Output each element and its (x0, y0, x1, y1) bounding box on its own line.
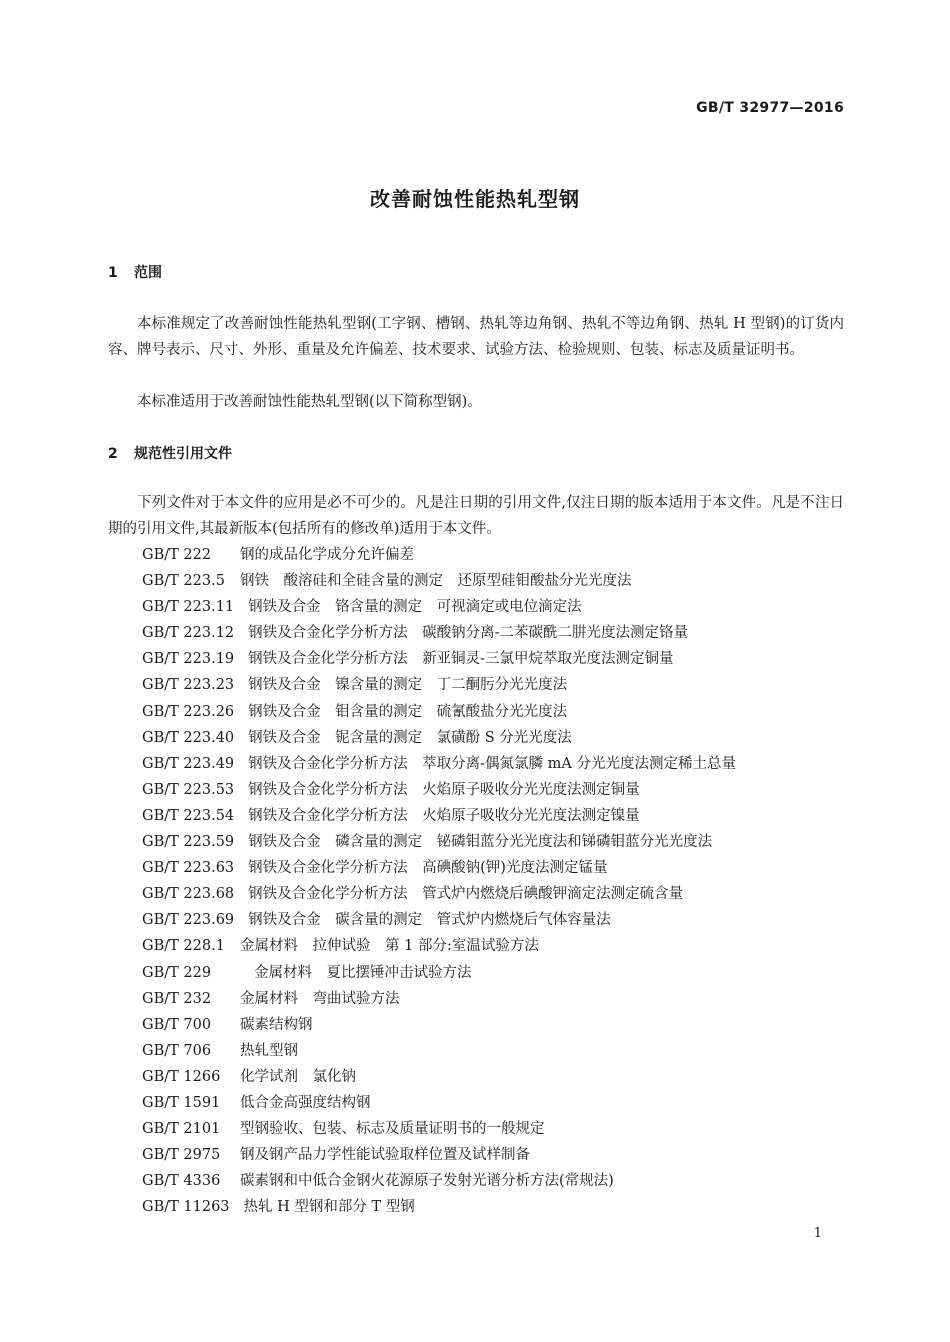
reference-title: 碳素结构钢 (240, 1016, 313, 1033)
reference-title: 钢铁及合金化学分析方法 管式炉内燃烧后碘酸钾滴定法测定硫含量 (248, 886, 684, 903)
section-1-paragraph-1: 本标准规定了改善耐蚀性能热轧型钢(工字钢、槽钢、热轧等边角钢、热轧不等边角钢、热轧 H 型钢)的订货内容、牌号表示、尺寸、外形、重量及允许偏差、技术要求、试验方法、检验规则、包装、标志及质量证明书。 (108, 316, 844, 358)
reference-code: GB/T 223.54 (142, 807, 235, 824)
reference-code: GB/T 223.68 (142, 886, 235, 903)
reference-title: 钢铁及合金 铌含量的测定 氯磺酚 S 分光光度法 (248, 729, 572, 746)
reference-code: GB/T 223.23 (142, 677, 235, 694)
reference-item (142, 907, 736, 933)
reference-title: 热轧型钢 (240, 1042, 298, 1059)
section-2-title: 规范性引用文件 (134, 446, 232, 462)
reference-item (142, 1090, 736, 1116)
reference-list (142, 542, 736, 1220)
reference-item (142, 933, 736, 959)
reference-title: 型钢验收、包装、标志及质量证明书的一般规定 (240, 1121, 545, 1138)
section-2-intro: 下列文件对于本文件的应用是必不可少的。凡是注日期的引用文件,仅注日期的版本适用于本文件。凡是不注日期的引用文件,其最新版本(包括所有的修改单)适用于本文件。 (108, 495, 844, 537)
reference-code: GB/T 223.40 (142, 729, 235, 746)
reference-code: GB/T 223.12 (142, 625, 235, 642)
reference-code: GB/T 223.53 (142, 781, 235, 798)
section-1-paragraph-2: 本标准适用于改善耐蚀性能热轧型钢(以下简称型钢)。 (137, 394, 482, 410)
reference-title: 钢铁及合金 铬含量的测定 可视滴定或电位滴定法 (248, 599, 582, 616)
reference-title: 热轧 H 型钢和部分 T 型钢 (243, 1199, 415, 1216)
reference-title: 钢铁及合金 碳含量的测定 管式炉内燃烧后气体容量法 (248, 912, 611, 929)
reference-item (142, 960, 736, 986)
reference-title: 化学试剂 氯化钠 (240, 1068, 356, 1085)
reference-item (142, 1038, 736, 1064)
reference-code: GB/T 223.59 (142, 834, 235, 851)
section-1-number: 1 (108, 265, 118, 281)
reference-title: 钢铁及合金 钼含量的测定 硫氰酸盐分光光度法 (248, 703, 568, 720)
reference-code: GB/T 223.11 (142, 599, 235, 616)
reference-item (142, 881, 736, 907)
section-1-title: 范围 (134, 265, 162, 281)
reference-code: GB/T 222 (142, 547, 212, 563)
reference-item (142, 777, 736, 803)
reference-title: 低合金高强度结构钢 (240, 1094, 371, 1111)
reference-title: 钢及钢产品力学性能试验取样位置及试样制备 (240, 1147, 530, 1164)
reference-code: GB/T 706 (142, 1042, 212, 1059)
reference-item (142, 1194, 736, 1220)
reference-code: GB/T 1266 (142, 1068, 221, 1085)
reference-title: 金属材料 拉伸试验 第 1 部分:室温试验方法 (240, 938, 539, 955)
reference-title: 钢的成品化学成分允许偏差 (240, 547, 414, 563)
reference-code: GB/T 223.49 (142, 755, 235, 772)
reference-item (142, 594, 736, 620)
reference-title: 钢铁 酸溶硅和全硅含量的测定 还原型硅钼酸盐分光光度法 (240, 573, 632, 590)
reference-item (142, 751, 736, 777)
reference-code: GB/T 223.5 (142, 573, 225, 590)
reference-title: 钢铁及合金化学分析方法 新亚铜灵-三氯甲烷萃取光度法测定铜量 (248, 651, 674, 668)
reference-item (142, 542, 736, 568)
reference-code: GB/T 229 (142, 964, 212, 981)
reference-code: GB/T 223.69 (142, 912, 235, 929)
reference-title: 钢铁及合金 磷含量的测定 铋磷钼蓝分光光度法和锑磷钼蓝分光光度法 (248, 834, 713, 851)
reference-item (142, 855, 736, 881)
section-1-heading (108, 262, 162, 282)
reference-code: GB/T 11263 (142, 1199, 230, 1216)
reference-item (142, 1168, 736, 1194)
document-title: 改善耐蚀性能热轧型钢 (370, 187, 580, 211)
reference-item (142, 568, 736, 594)
section-2-number: 2 (108, 446, 118, 462)
reference-item (142, 672, 736, 698)
reference-title: 碳素钢和中低合金钢火花源原子发射光谱分析方法(常规法) (240, 1173, 614, 1190)
reference-item (142, 1116, 736, 1142)
reference-item (142, 803, 736, 829)
standard-code: GB/T 32977—2016 (696, 100, 844, 116)
reference-title: 金属材料 夏比摆锤冲击试验方法 (254, 964, 472, 981)
reference-code: GB/T 4336 (142, 1173, 221, 1190)
reference-title: 钢铁及合金化学分析方法 高碘酸钠(钾)光度法测定锰量 (248, 860, 608, 877)
reference-code: GB/T 223.26 (142, 703, 235, 720)
reference-title: 钢铁及合金化学分析方法 火焰原子吸收分光光度法测定镍量 (248, 807, 640, 824)
reference-item (142, 1012, 736, 1038)
reference-item (142, 620, 736, 646)
reference-code: GB/T 1591 (142, 1094, 221, 1111)
reference-item (142, 1064, 736, 1090)
reference-item (142, 699, 736, 725)
reference-title: 钢铁及合金化学分析方法 碳酸钠分离-二苯碳酰二肼光度法测定铬量 (248, 625, 689, 642)
reference-code: GB/T 700 (142, 1016, 212, 1033)
reference-title: 钢铁及合金化学分析方法 火焰原子吸收分光光度法测定铜量 (248, 781, 640, 798)
page-number: 1 (813, 1226, 822, 1241)
reference-code: GB/T 228.1 (142, 938, 225, 955)
reference-title: 钢铁及合金 镍含量的测定 丁二酮肟分光光度法 (248, 677, 568, 694)
reference-title: 钢铁及合金化学分析方法 萃取分离-偶氮氯膦 mA 分光光度法测定稀土总量 (248, 755, 736, 772)
reference-code: GB/T 223.19 (142, 651, 235, 668)
reference-code: GB/T 223.63 (142, 860, 235, 877)
reference-code: GB/T 232 (142, 990, 212, 1007)
reference-item (142, 725, 736, 751)
reference-item (142, 646, 736, 672)
reference-code: GB/T 2975 (142, 1147, 221, 1164)
reference-item (142, 986, 736, 1012)
section-2-heading (108, 443, 232, 463)
reference-title: 金属材料 弯曲试验方法 (240, 990, 400, 1007)
reference-item (142, 829, 736, 855)
reference-item (142, 1142, 736, 1168)
reference-code: GB/T 2101 (142, 1121, 221, 1138)
